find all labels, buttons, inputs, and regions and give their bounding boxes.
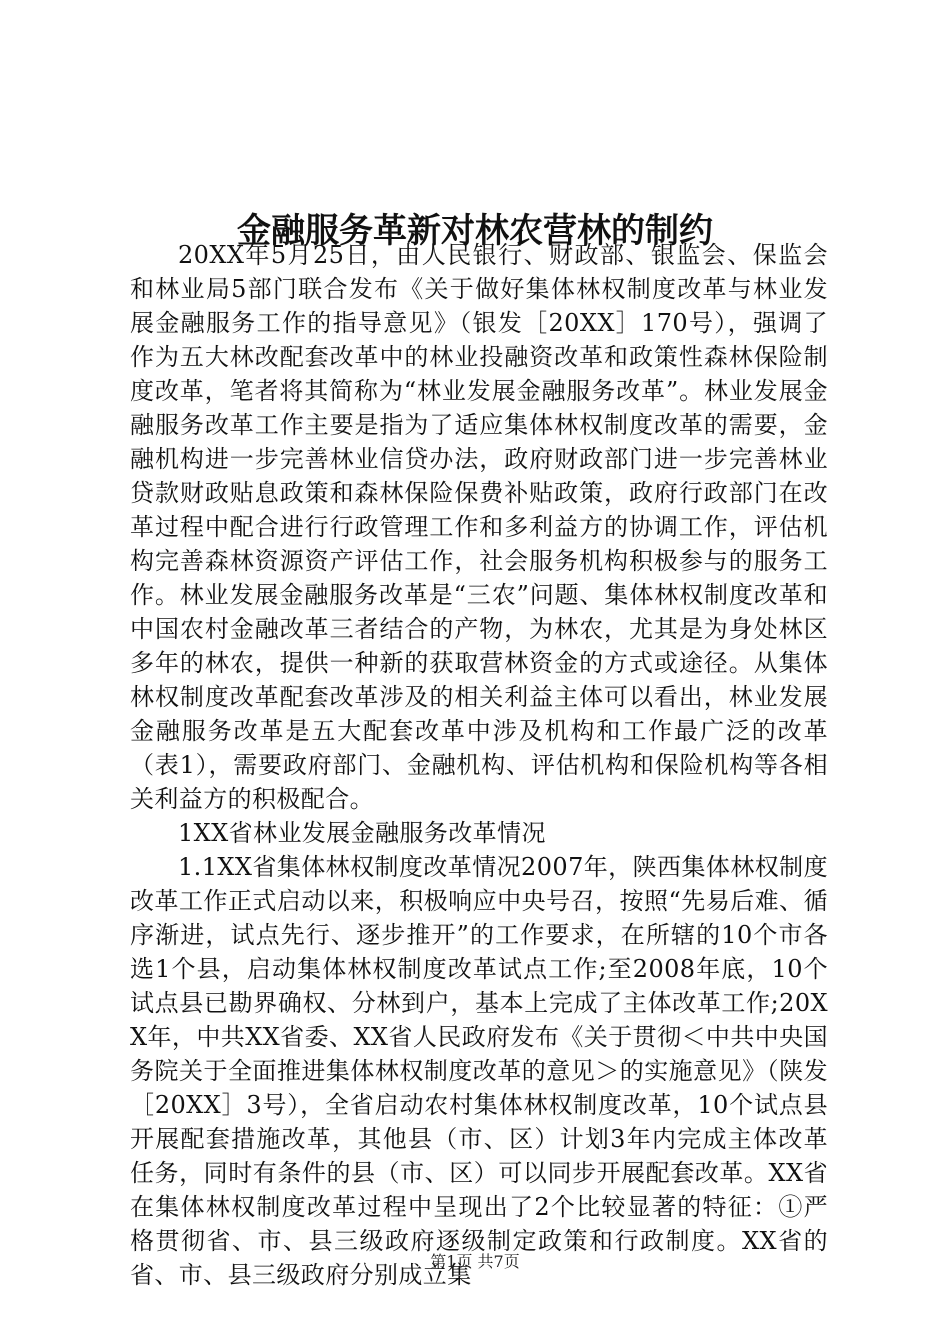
document-title: 金融服务革新对林农营林的制约 xyxy=(237,210,713,251)
body-paragraph: 1.1XX省集体林权制度改革情况2007年，陕西集体林权制度改革工作正式启动以来，积极响应中央号召，按照“先易后难、循序渐进，试点先行、逐步推开”的工作要求，在所辖的10个市各选1个县，启动集体林权制度改革试点工作;至2008年底，10个试点县已勘界确权、分林到户，基本上完成了主体改革工作;20XX年，中共XX省委、XX省人民政府发布《关于贯彻＜中共中央国务院关于全面推进集体林权制度改革的意见＞的实施意见》（陕发［20XX］3号），全省启动农村集体林权制度改革，10个试点县开展配套措施改革，其他县（市、区）计划3年内完成主体改革任务，同时有条件的县（市、区）可以同步开展配套改革。XX省在集体林权制度改革过程中呈现出了2个比较显著的特征：①严格贯彻省、市、县三级政府逐级制定政策和行政制度。XX省的省、市、县三级政府分别成立集 xyxy=(130,853,828,1289)
page-footer: 第1页 共7页 xyxy=(430,1252,520,1271)
document-body xyxy=(130,238,828,1292)
section-heading: 1XX省林业发展金融服务改革情况 xyxy=(178,819,546,847)
body-paragraph: 20XX年5月25日，由人民银行、财政部、银监会、保监会和林业局5部门联合发布《关于做好集体林权制度改革与林业发展金融服务工作的指导意见》（银发［20XX］170号），强调了作为五大林改配套改革中的林业投融资改革和政策性森林保险制度改革，笔者将其简称为“林业发展金融服务改革”。林业发展金融服务改革工作主要是指为了适应集体林权制度改革的需要，金融机构进一步完善林业信贷办法，政府财政部门进一步完善林业贷款财政贴息政策和森林保险保费补贴政策，政府行政部门在改革过程中配合进行行政管理工作和多利益方的协调工作，评估机构完善森林资源资产评估工作，社会服务机构积极参与的服务工作。林业发展金融服务改革是“三农”问题、集体林权制度改革和中国农村金融改革三者结合的产物，为林农，尤其是为身处林区多年的林农，提供一种新的获取营林资金的方式或途径。从集体林权制度改革配套改革涉及的相关利益主体可以看出，林业发展金融服务改革是五大配套改革中涉及机构和工作最广泛的改革（表1），需要政府部门、金融机构、评估机构和保险机构等各相关利益方的积极配合。 xyxy=(130,241,828,813)
